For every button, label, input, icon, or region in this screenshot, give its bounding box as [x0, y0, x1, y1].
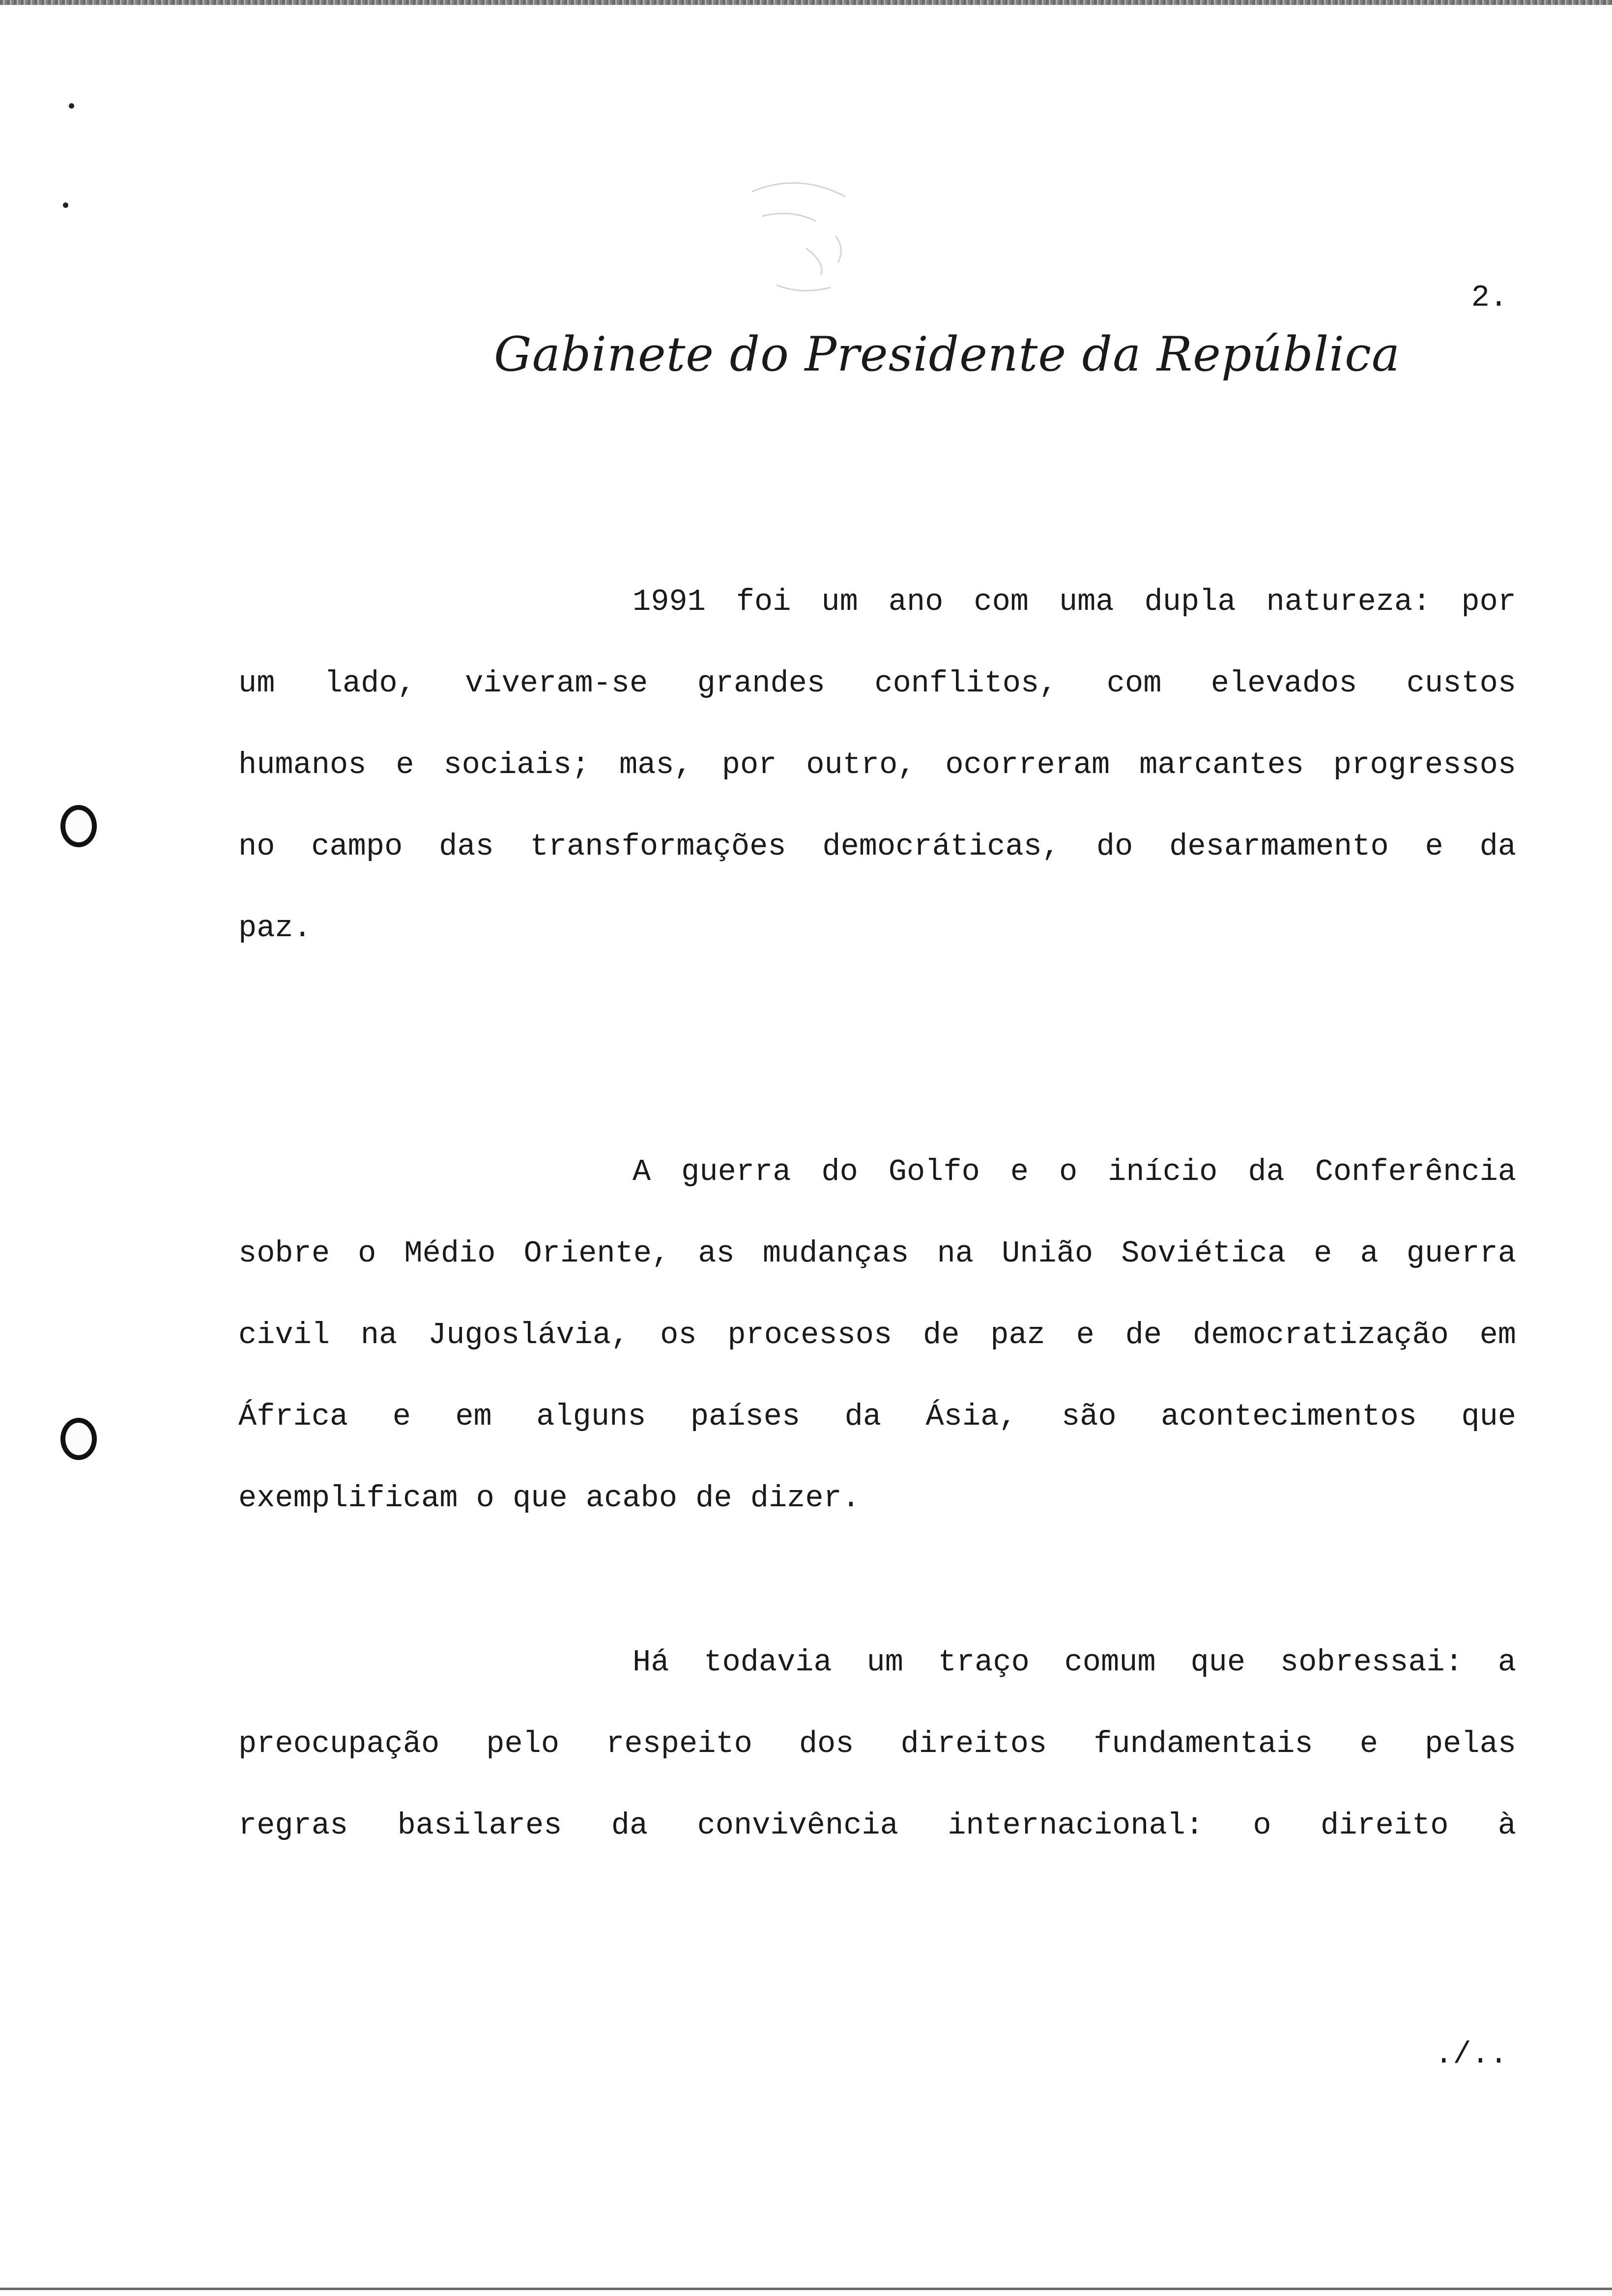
text-line: exemplificam o que acabo de dizer.	[238, 1481, 861, 1516]
page-number: 2.	[1471, 280, 1508, 315]
text-line: preocupação pelo respeito dos direitos fundamentais e pelas	[238, 1726, 1516, 1761]
scan-speck	[69, 103, 74, 109]
paragraph-1	[238, 561, 1516, 969]
scan-top-edge	[0, 0, 1612, 5]
punch-hole-lower	[60, 1418, 97, 1460]
text-line: 1991 foi um ano com uma dupla natureza: por	[633, 584, 1516, 619]
continuation-mark: ./..	[1435, 2037, 1508, 2072]
text-line: sobre o Médio Oriente, as mudanças na União Soviética e a guerra	[238, 1236, 1516, 1271]
text-line: humanos e sociais; mas, por outro, ocorreram marcantes progressos	[238, 747, 1516, 782]
embossed-seal	[732, 162, 865, 305]
letterhead: Gabinete do Presidente da República	[494, 327, 1401, 382]
text-line: A guerra do Golfo e o início da Conferência	[633, 1154, 1516, 1189]
text-line: Há todavia um traço comum que sobressai: a	[633, 1645, 1516, 1680]
paragraph-3	[238, 1622, 1516, 1866]
punch-hole-upper	[60, 805, 97, 847]
text-line: paz.	[238, 911, 312, 946]
text-line: civil na Jugoslávia, os processos de paz e de democratização em	[238, 1318, 1516, 1352]
scan-bottom-edge	[0, 2288, 1612, 2290]
text-line: um lado, viveram-se grandes conflitos, com elevados custos	[238, 666, 1516, 701]
text-line: regras basilares da convivência internacional: o direito à	[238, 1808, 1516, 1843]
paragraph-2	[238, 1131, 1516, 1539]
scan-speck	[63, 202, 68, 208]
text-line: África e em alguns países da Ásia, são acontecimentos que	[238, 1399, 1516, 1434]
text-line: no campo das transformações democráticas, do desarmamento e da	[238, 829, 1516, 864]
